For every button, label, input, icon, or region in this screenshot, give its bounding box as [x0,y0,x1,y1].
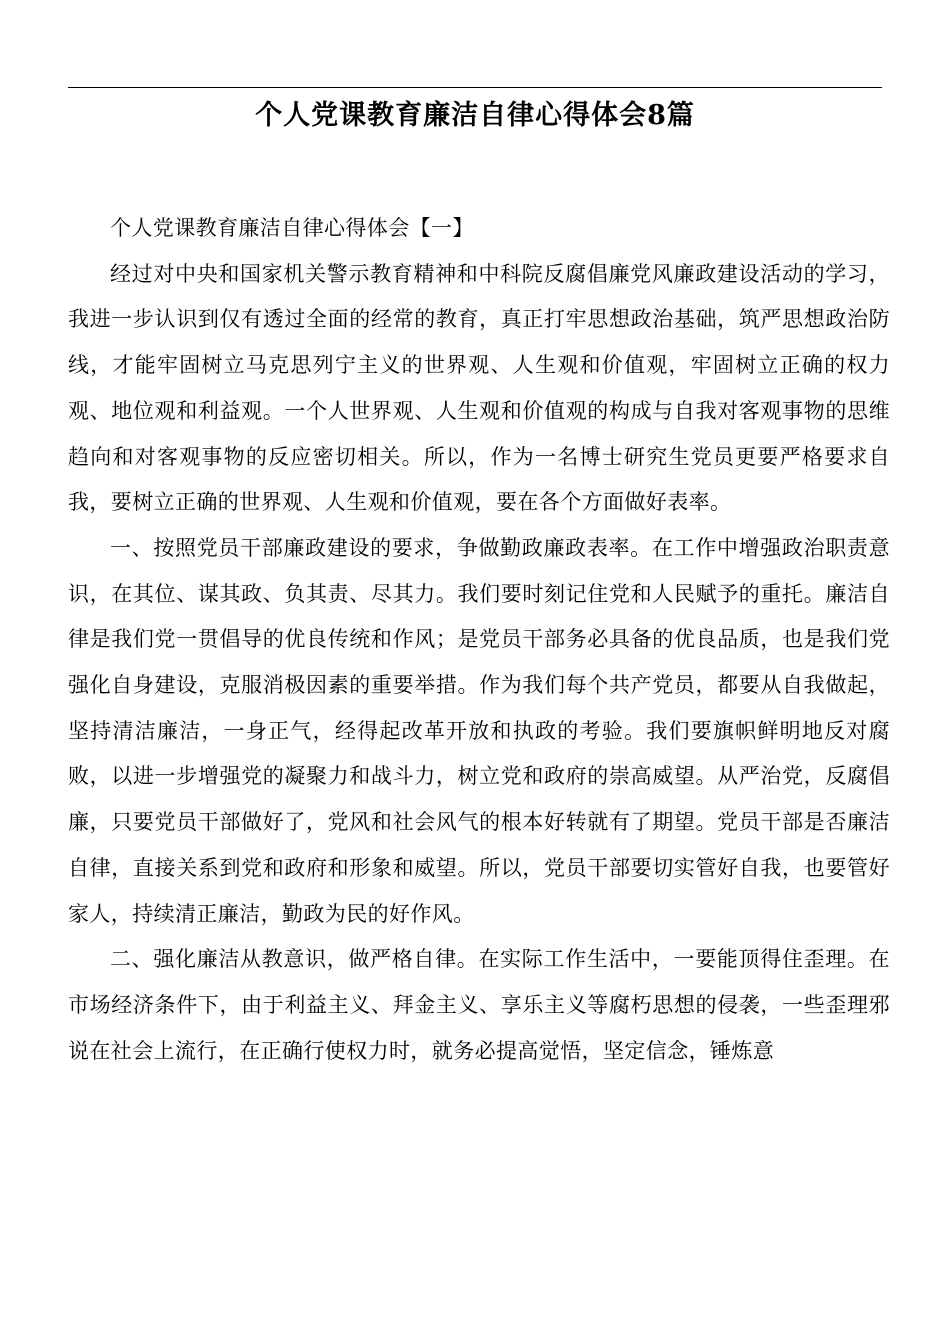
section-heading: 个人党课教育廉洁自律心得体会【一】 [110,216,474,240]
document-body [68,206,890,1074]
paragraph-point-two: 二、强化廉洁从教意识，做严格自律。在实际工作生活中，一要能顶得住歪理。在市场经济条件下，由于利益主义、拜金主义、享乐主义等腐朽思想的侵袭，一些歪理邪说在社会上流行，在正确行使权力时，就务必提高觉悟，坚定信念，锤炼意 [68,947,890,1063]
paragraph-point-one: 一、按照党员干部廉政建设的要求，争做勤政廉政表率。在工作中增强政治职责意识，在其位、谋其政、负其责、尽其力。我们要时刻记住党和人民赋予的重托。廉洁自律是我们党一贯倡导的优良传统和作风；是党员干部务必具备的优良品质，也是我们党强化自身建设，克服消极因素的重要举措。作为我们每个共产党员，都要从自我做起，坚持清洁廉洁，一身正气，经得起改革开放和执政的考验。我们要旗帜鲜明地反对腐败，以进一步增强党的凝聚力和战斗力，树立党和政府的崇高威望。从严治党，反腐倡廉，只要党员干部做好了，党风和社会风气的根本好转就有了期望。党员干部是否廉洁自律，直接关系到党和政府和形象和威望。所以，党员干部要切实管好自我，也要管好家人，持续清正廉洁，勤政为民的好作风。 [68,535,890,926]
paragraph-intro: 经过对中央和国家机关警示教育精神和中科院反腐倡廉党风廉政建设活动的学习，我进一步认识到仅有透过全面的经常的教育，真正打牢思想政治基础，筑严思想政治防线，才能牢固树立马克思列宁主义的世界观、人生观和价值观，牢固树立正确的权力观、地位观和利益观。一个人世界观、人生观和价值观的构成与自我对客观事物的思维趋向和对客观事物的反应密切相关。所以，作为一名博士研究生党员更要严格要求自我，要树立正确的世界观、人生观和价值观，要在各个方面做好表率。 [68,261,890,515]
document-title: 个人党课教育廉洁自律心得体会8篇 [255,100,695,131]
header-rule [68,87,882,88]
